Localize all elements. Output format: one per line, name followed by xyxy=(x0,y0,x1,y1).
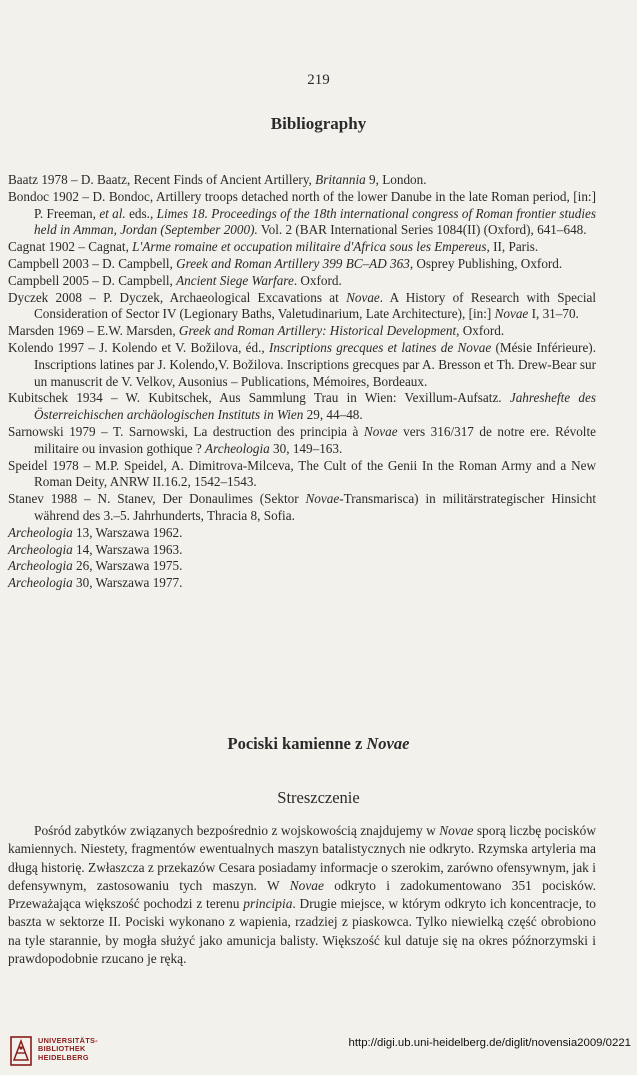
entry-text: . Oxford. xyxy=(293,272,342,288)
entry-italic-text: Ancient Siege Warfare xyxy=(176,272,294,288)
bibliography-entry xyxy=(8,172,596,189)
summary-text: odkryto i zadokumentowano 351 pocisków. Przeważająca większość pochodzi z terenu xyxy=(8,877,596,912)
entry-italic-text: Novae xyxy=(346,289,380,305)
summary-text: sporą liczbę pocisków kamiennych. Niestety, fragmentów ewentualnych maszyn batalistycznych nie odkryto. Rzymska artyleria ma długą historię. Zwłaszcza z przekazów Cesara posiadamy informacje o szerokim, zarówno ofensywnym, jak i defensywnym, zastosowaniu tych maszyn. W xyxy=(8,823,596,893)
entry-text: 26, Warszawa 1975. xyxy=(72,558,183,574)
summary-italic-text: Novae xyxy=(289,877,324,893)
entry-text: Bondoc 1902 – D. Bondoc, Artillery troops detached north of the lower Danube in the late Roman period, [in:] P. Freeman, xyxy=(8,188,596,221)
entry-italic-text: et al. xyxy=(99,205,126,221)
entry-text: Campbell 2003 – D. Campbell, xyxy=(8,255,177,271)
entry-italic-text: Archeologia xyxy=(205,440,270,456)
entry-italic-text: Greek and Roman Artillery 399 BC–AD 363 xyxy=(176,255,410,271)
summary-text: . Drugie miejsce, w którym odkryto ich koncentracje, to baszta w sektorze II. Pociski wykonano z wapienia, rzadziej z piaskowca. Tylko niewielką część obrobiono na tyle starannie, by mogła służyć jako amunicja balisty. Większość kul datuje się na okres późnorzymski i prawdopodobnie rzucano je ręką. xyxy=(8,896,596,967)
bibliography-entry xyxy=(8,558,596,575)
section-title: Bibliography xyxy=(270,114,367,133)
entry-text: Vol. 2 (BAR International Series 1084(II) (Oxford), 641–648. xyxy=(257,222,587,238)
entry-text: Cagnat 1902 – Cagnat, xyxy=(8,239,133,255)
entry-text: I, 31–70. xyxy=(528,306,579,322)
entry-italic-text: L'Arme romaine et occupation militaire d'Africa sous les Empereus xyxy=(132,239,487,255)
entry-italic-text: Archeologia xyxy=(8,558,73,574)
bibliography-entry xyxy=(8,542,596,559)
entry-text: 14, Warszawa 1963. xyxy=(72,541,183,557)
bibliography-entry xyxy=(8,340,596,390)
bibliography-entry xyxy=(8,424,596,458)
polish-title-text: Pociski kamienne z xyxy=(227,734,367,753)
entry-text: , Oxford. xyxy=(456,323,505,339)
summary-text: Pośród zabytków związanych bezpośrednio z wojskowością znajdujemy w xyxy=(34,823,440,838)
bibliography-entry xyxy=(8,323,596,340)
library-seal-icon xyxy=(10,1036,32,1066)
summary-italic-text: principia xyxy=(243,896,293,912)
bibliography-entry xyxy=(8,390,596,424)
library-name-line: HEIDELBERG xyxy=(38,1052,89,1062)
bibliography-entry xyxy=(8,525,596,542)
entry-text: 30, 149–163. xyxy=(269,440,343,456)
entry-text: 13, Warszawa 1962. xyxy=(72,524,183,540)
entry-italic-text: Britannia xyxy=(315,172,366,187)
entry-italic-text: Novae xyxy=(305,491,340,507)
entry-text: Speidel 1978 – M.P. Speidel, A. Dimitrova-Milceva, The Cult of the Genii In the Roman Army and a New Roman Deity, ANRW II.16.2, 1542–1543. xyxy=(8,457,596,490)
summary-subtitle: Streszczenie xyxy=(277,788,360,807)
entry-italic-text: Novae xyxy=(494,306,529,322)
entry-text: Kolendo 1997 – J. Kolendo et V. Božilova, éd., xyxy=(8,339,269,355)
entry-text: , Osprey Publishing, Oxford. xyxy=(409,255,563,271)
summary-paragraph xyxy=(8,822,596,968)
polish-section-title xyxy=(0,734,637,754)
entry-text: 29, 44–48. xyxy=(303,407,363,423)
entry-text: -Transmarisca) in militärstrategischer Hinsicht während des 3.–5. Jahrhunderts, Thracia 8, Sofia. xyxy=(34,491,597,523)
entry-text: Marsden 1969 – E.W. Marsden, xyxy=(8,323,179,339)
bibliography-list xyxy=(8,172,596,592)
bibliography-entry xyxy=(8,239,596,256)
bibliography-entry xyxy=(8,575,596,592)
polish-title-novae: Novae xyxy=(366,734,410,753)
entry-italic-text: Limes 18. Proceedings of the 18th international congress of Roman frontier studies held in Amman, Jordan (September 2000). xyxy=(34,205,596,238)
entry-italic-text: Greek and Roman Artillery: Historical Development xyxy=(178,323,457,339)
library-name-line: UNIVERSITÄTS- xyxy=(38,1036,98,1045)
entry-text: 30, Warszawa 1977. xyxy=(72,575,183,591)
entry-italic-text: Inscriptions grecques et latines de Novae xyxy=(268,339,492,355)
bibliography-entry xyxy=(8,256,596,273)
entry-text: Campbell 2005 – D. Campbell, xyxy=(8,272,177,288)
entry-text: vers 316/317 de notre ere. Révolte militaire ou invasion gothique ? xyxy=(34,423,596,456)
entry-text: Kubitschek 1934 – W. Kubitschek, Aus Sammlung Trau in Wien: Vexillum-Aufsatz. xyxy=(8,390,510,406)
entry-text: Stanev 1988 – N. Stanev, Der Donaulimes (Sektor xyxy=(8,491,306,507)
entry-text: 9, London. xyxy=(365,172,427,187)
bibliography-entry xyxy=(8,189,596,239)
bibliography-entry xyxy=(8,273,596,290)
library-name-line: BIBLIOTHEK xyxy=(38,1044,86,1054)
library-name xyxy=(38,1037,98,1062)
bibliography-entry xyxy=(8,290,596,324)
entry-italic-text: Archeologia xyxy=(8,575,73,591)
entry-text: (Mésie Inférieure). Inscriptions latines par J. Kolendo,V. Božilova. Inscriptions grecques par A. Bresson et Th. Drew-Bear sur un manuscrit de V. Velkov, Ausonius – Publications, Mémoires, Bordeaux. xyxy=(34,339,596,389)
entry-italic-text: Jahreshefte des Österreichischen archäologischen Instituts in Wien xyxy=(34,390,596,423)
bibliography-entry xyxy=(8,458,596,492)
entry-italic-text: Archeologia xyxy=(8,524,73,540)
entry-text: Baatz 1978 – D. Baatz, Recent Finds of Ancient Artillery, xyxy=(8,172,316,187)
entry-text: . A History of Research with Special Consideration of Sector IV (Legionary Baths, Valetudinarium, Late Architecture), [in:] xyxy=(34,289,597,322)
entry-italic-text: Novae xyxy=(363,423,398,439)
summary-italic-text: Novae xyxy=(439,823,474,838)
bibliography-entry xyxy=(8,491,596,525)
entry-text: Sarnowski 1979 – T. Sarnowski, La destruction des principia à xyxy=(8,423,364,439)
page-number: 219 xyxy=(307,72,330,88)
entry-text: , II, Paris. xyxy=(486,239,539,255)
entry-text: eds., xyxy=(125,205,157,221)
entry-text: Dyczek 2008 – P. Dyczek, Archaeological Excavations at xyxy=(8,289,347,305)
entry-italic-text: Archeologia xyxy=(8,541,73,557)
source-url[interactable]: http://digi.ub.uni-heidelberg.de/diglit/novensia2009/0221 xyxy=(348,1037,631,1049)
library-logo xyxy=(10,1034,190,1072)
